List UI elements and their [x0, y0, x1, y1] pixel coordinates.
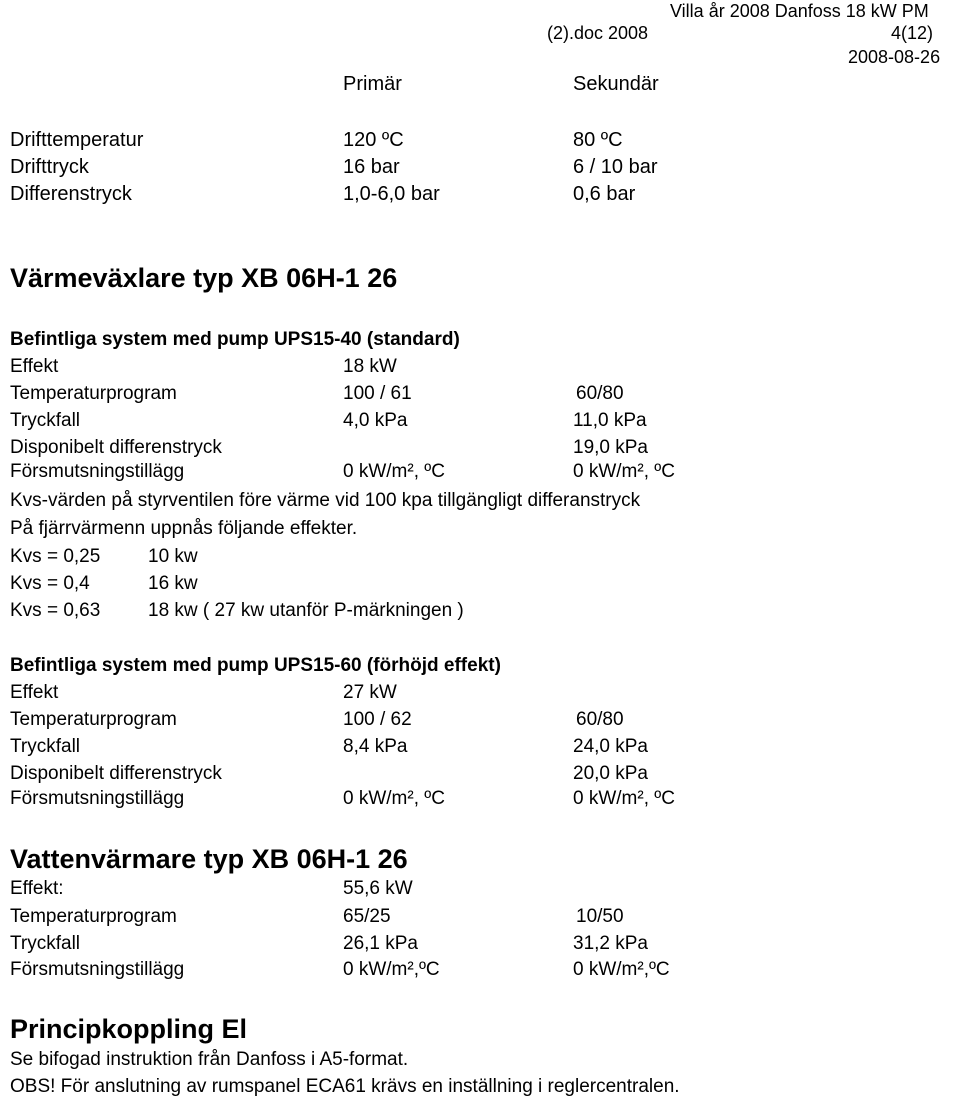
water-heater-title: Vattenvärmare typ XB 06H-1 26: [10, 844, 408, 874]
spec-primary: 8,4 kPa: [343, 736, 408, 757]
spec-secondary: 10/50: [576, 906, 624, 927]
document-date: 2008-08-26: [848, 47, 941, 67]
spec-label: Tryckfall: [10, 410, 81, 431]
spec-primary: 0 kW/m², ºC: [343, 788, 445, 809]
spec-secondary: 11,0 kPa: [573, 410, 647, 431]
spec-primary: 0 kW/m²,ºC: [343, 959, 440, 980]
wiring-instruction: Se bifogad instruktion från Danfoss i A5-format.: [10, 1049, 409, 1070]
standard-pump-subtitle: Befintliga system med pump UPS15-40 (standard): [10, 329, 460, 350]
condition-secondary: 80 ºC: [573, 129, 623, 151]
condition-label: Differenstryck: [10, 183, 132, 205]
spec-label: Temperaturprogram: [10, 906, 177, 927]
condition-secondary: 0,6 bar: [573, 183, 636, 205]
spec-label: Effekt:: [10, 878, 64, 899]
spec-primary: 0 kW/m², ºC: [343, 461, 445, 482]
spec-label: Temperaturprogram: [10, 383, 177, 404]
spec-label: Tryckfall: [10, 736, 81, 757]
spec-secondary: 20,0 kPa: [573, 763, 648, 784]
spec-secondary: 0 kW/m², ºC: [573, 788, 675, 809]
spec-label: Disponibelt differenstryck: [10, 437, 222, 458]
spec-secondary: 60/80: [576, 383, 624, 404]
spec-secondary: 0 kW/m²,ºC: [573, 959, 670, 980]
column-header-secondary: Sekundär: [573, 73, 659, 95]
spec-secondary: 31,2 kPa: [573, 933, 648, 954]
spec-primary: 18 kW: [343, 356, 397, 377]
spec-primary: 100 / 62: [343, 709, 412, 730]
spec-label: Effekt: [10, 682, 59, 703]
kvs-effect: 10 kw: [148, 546, 198, 567]
spec-primary: 55,6 kW: [343, 878, 413, 899]
kvs-effect: 18 kw ( 27 kw utanför P-märkningen ): [148, 600, 464, 621]
spec-secondary: 19,0 kPa: [573, 437, 648, 458]
kvs-value: Kvs = 0,25: [10, 546, 101, 567]
spec-primary: 26,1 kPa: [343, 933, 418, 954]
condition-primary: 1,0-6,0 bar: [343, 183, 440, 205]
document-file-name: (2).doc 2008: [547, 23, 649, 43]
spec-label: Försmutsningstillägg: [10, 788, 185, 809]
spec-label: Försmutsningstillägg: [10, 959, 185, 980]
spec-primary: 65/25: [343, 906, 391, 927]
kvs-note: Kvs-värden på styrventilen före värme vid 100 kpa tillgängligt differanstryck: [10, 490, 641, 511]
kvs-value: Kvs = 0,4: [10, 573, 90, 594]
document-header: Villa år 2008 Danfoss 18 kW PM: [670, 1, 929, 21]
condition-primary: 16 bar: [343, 156, 400, 178]
condition-label: Drifttryck: [10, 156, 89, 178]
spec-label: Försmutsningstillägg: [10, 461, 185, 482]
spec-label: Temperaturprogram: [10, 709, 177, 730]
kvs-value: Kvs = 0,63: [10, 600, 101, 621]
increased-pump-subtitle: Befintliga system med pump UPS15-60 (förhöjd effekt): [10, 655, 501, 676]
page-number: 4(12): [891, 23, 934, 43]
kvs-effect: 16 kw: [148, 573, 198, 594]
wiring-note: OBS! För anslutning av rumspanel ECA61 krävs en inställning i reglercentralen.: [10, 1076, 680, 1097]
spec-primary: 4,0 kPa: [343, 410, 408, 431]
wiring-title: Principkoppling El: [10, 1014, 248, 1044]
spec-label: Effekt: [10, 356, 59, 377]
spec-secondary: 0 kW/m², ºC: [573, 461, 675, 482]
heat-exchanger-title: Värmeväxlare typ XB 06H-1 26: [10, 263, 398, 293]
spec-primary: 100 / 61: [343, 383, 412, 404]
spec-label: Disponibelt differenstryck: [10, 763, 222, 784]
kvs-note-effects: På fjärrvärmenn uppnås följande effekter.: [10, 518, 358, 539]
spec-primary: 27 kW: [343, 682, 397, 703]
condition-secondary: 6 / 10 bar: [573, 156, 658, 178]
spec-secondary: 24,0 kPa: [573, 736, 648, 757]
column-header-primary: Primär: [343, 73, 402, 95]
spec-secondary: 60/80: [576, 709, 624, 730]
condition-label: Drifttemperatur: [10, 129, 144, 151]
spec-label: Tryckfall: [10, 933, 81, 954]
condition-primary: 120 ºC: [343, 129, 404, 151]
